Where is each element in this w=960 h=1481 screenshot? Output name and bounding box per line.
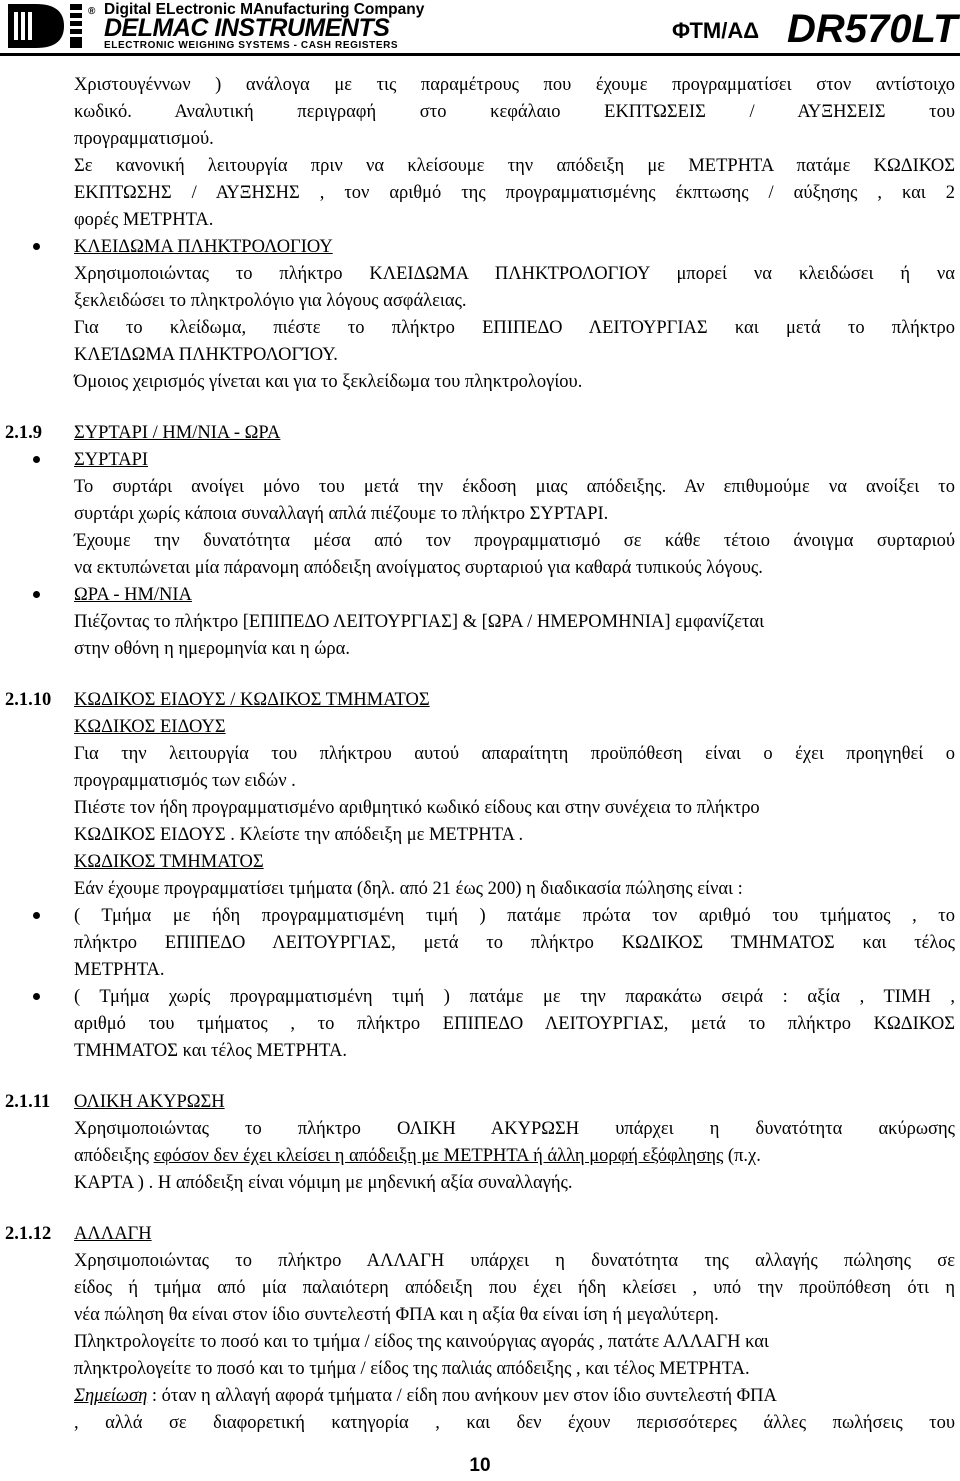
company-name: Digital ELectronic MAnufacturing Company xyxy=(104,1,425,18)
paragraph-line: , αλλά σε διαφορετική κατηγορία , και δεν έχουν περισσότερες άλλες πωλήσεις του xyxy=(74,1413,955,1433)
paragraph-line: νέα πώληση θα είναι στον ίδιο συντελεστή ΦΠΑ και η αξία θα είναι ίση ή μεγαλύτερη. xyxy=(74,1305,719,1325)
section-title: ΑΛΛΑΓΗ xyxy=(74,1224,152,1244)
paragraph-line: Εάν έχουμε προγραμματίσει τμήματα (δηλ. από 21 έως 200) η διαδικασία πώλησης είναι : xyxy=(74,879,743,899)
header-divider xyxy=(0,53,960,56)
time-date-title: ΩΡΑ - ΗΜ/ΝΙΑ xyxy=(74,585,192,605)
paragraph-line xyxy=(74,1383,777,1410)
paragraph-line: ξεκλειδώσει το πληκτρολόγιο για λόγους ασφάλειας. xyxy=(74,291,467,311)
dept-code-title: ΚΩΔΙΚΟΣ ΤΜΗΜΑΤΟΣ xyxy=(74,852,264,872)
note-text: : όταν η αλλαγή αφορά τμήματα / είδη που ανήκουν μεν στον ίδιο συντελεστή ΦΠΑ xyxy=(147,1386,777,1406)
paragraph-line: Για το κλείδωμα, πιέστε το πλήκτρο ΕΠΙΠΕΔΟ ΛΕΙΤΟΥΡΓΙΑΣ και μετά το πλήκτρο xyxy=(74,318,955,338)
section-number: 2.1.10 xyxy=(5,690,52,710)
bullet-icon xyxy=(33,912,40,919)
intro-line: Σε κανονική λειτουργία πριν να κλείσουμε την απόδειξη με ΜΕΤΡΗΤΑ πατάμε ΚΩΔΙΚΟΣ xyxy=(74,156,955,176)
paragraph-line: Πληκτρολογείτε το ποσό και το τμήμα / είδος της καινούργιας αγοράς , πατάτε ΑΛΛΑΓΗ και xyxy=(74,1332,769,1352)
paragraph-line: συρτάρι χωρίς κάποια συναλλαγή απλά πιέζουμε το πλήκτρο ΣΥΡΤΑΡΙ. xyxy=(74,504,609,524)
paragraph-line: ( Τμήμα χωρίς προγραμματισμένη τιμή ) πατάμε με την παρακάτω σειρά : αξία , ΤΙΜΗ , xyxy=(74,987,955,1007)
note-label: Σημείωση xyxy=(74,1386,148,1406)
page-number: 10 xyxy=(469,1455,491,1476)
paragraph-line: ΜΕΤΡΗΤΑ. xyxy=(74,960,165,980)
paragraph-line: Το συρτάρι ανοίγει μόνο του μετά την έκδοση μιας απόδειξης. Αν επιθυμούμε να ανοίξει το xyxy=(74,477,955,497)
brand-name: DELMAC INSTRUMENTS xyxy=(104,14,390,42)
delmac-logo xyxy=(6,0,100,52)
paragraph-line: Πιέζοντας το πλήκτρο [ΕΠΙΠΕΔΟ ΛΕΙΤΟΥΡΓΙΑΣ] & [ΩΡΑ / ΗΜΕΡΟΜΗΝΙΑ] εμφανίζεται xyxy=(74,612,765,632)
item-code-title: ΚΩΔΙΚΟΣ ΕΙΔΟΥΣ xyxy=(74,717,226,737)
section-number: 2.1.9 xyxy=(5,423,42,443)
paragraph-line: πλήκτρο ΕΠΙΠΕΔΟ ΛΕΙΤΟΥΡΓΙΑΣ, μετά το πλήκτρο ΚΩΔΙΚΟΣ ΤΜΗΜΑΤΟΣ και τέλος xyxy=(74,933,955,953)
text-span: (π.χ. xyxy=(723,1146,761,1166)
text-span: απόδειξης xyxy=(74,1146,154,1166)
underlined-condition: εφόσον δεν έχει κλείσει η απόδειξη με ΜΕΤΡΗΤΑ ή άλλη μορφή εξόφλησης xyxy=(153,1146,724,1166)
paragraph-line: στην οθόνη η ημερομηνία και η ώρα. xyxy=(74,639,350,659)
section-number: 2.1.11 xyxy=(5,1092,51,1112)
paragraph-line: ΤΜΗΜΑΤΟΣ και τέλος ΜΕΤΡΗΤΑ. xyxy=(74,1041,347,1061)
paragraph-line: ΚΛΕΊΔΩΜΑ ΠΛΗΚΤΡΟΛΟΓΊΟΥ. xyxy=(74,345,338,365)
page-header xyxy=(0,0,960,56)
paragraph-line: να εκτυπώνεται μία πάρανομη απόδειξη ανοίγματος συρταριού για καθαρά τυπικούς λόγους. xyxy=(74,558,763,578)
paragraph-line xyxy=(74,1143,761,1170)
paragraph-line: αριθμό του τμήματος , το πλήκτρο ΕΠΙΠΕΔΟ ΛΕΙΤΟΥΡΓΙΑΣ, μετά το πλήκτρο ΚΩΔΙΚΟΣ xyxy=(74,1014,955,1034)
paragraph-line: Για την λειτουργία του πλήκτρου αυτού απαραίτητη προϋπόθεση είναι ο έχει προηγηθεί ο xyxy=(74,744,955,764)
paragraph-line: Όμοιος χειρισμός γίνεται και για το ξεκλείδωμα του πληκτρολογίου. xyxy=(74,372,583,392)
keyboard-lock-title: ΚΛΕΙΔΩΜΑ ΠΛΗΚΤΡΟΛΟΓΙΟΥ xyxy=(74,237,333,257)
paragraph-line: είδος ή τμήμα από μία παλαιότερη απόδειξη που έχει ήδη κλείσει , υπό την προϋπόθεση ότι η xyxy=(74,1278,955,1298)
brand-tagline: ELECTRONIC WEIGHING SYSTEMS - CASH REGISTERS xyxy=(104,40,399,51)
intro-line: κωδικό. Αναλυτική περιγραφή στο κεφάλαιο ΕΚΠΤΩΣΕΙΣ / ΑΥΞΗΣΕΙΣ του xyxy=(74,102,955,122)
intro-line: ΕΚΠΤΩΣΗΣ / ΑΥΞΗΣΗΣ , τον αριθμό της προγραμματισμένης έκπτωσης / αύξησης , και 2 xyxy=(74,183,955,203)
section-title: ΚΩΔΙΚΟΣ ΕΙΔΟΥΣ / ΚΩΔΙΚΟΣ ΤΜΗΜΑΤΟΣ xyxy=(74,690,430,710)
section-number: 2.1.12 xyxy=(5,1224,52,1244)
paragraph-line: Χρησιμοποιώντας το πλήκτρο ΚΛΕΙΔΩΜΑ ΠΛΗΚΤΡΟΛΟΓΙΟΥ μπορεί να κλειδώσει ή να xyxy=(74,264,955,284)
section-title: ΣΥΡΤΑΡΙ / ΗΜ/ΝΙΑ - ΩΡΑ xyxy=(74,423,281,443)
paragraph-line: Έχουμε την δυνατότητα μέσα από τον προγραμματισμό σε κάθε τέτοιο άνοιγμα συρταριού xyxy=(74,531,955,551)
paragraph-line: Χρησιμοποιώντας το πλήκτρο ΟΛΙΚΗ ΑΚΥΡΩΣΗ υπάρχει η δυνατότητα ακύρωσης xyxy=(74,1119,955,1139)
section-title: ΟΛΙΚΗ ΑΚΥΡΩΣΗ xyxy=(74,1092,225,1112)
bullet-icon xyxy=(33,456,40,463)
bullet-icon xyxy=(33,993,40,1000)
paragraph-line: πληκτρολογείτε το ποσό και το τμήμα / είδος της παλιάς απόδειξης , και τέλος ΜΕΤΡΗΤΑ. xyxy=(74,1359,750,1379)
paragraph-line: προγραμματισμός των ειδών . xyxy=(74,771,296,791)
paragraph-line: ( Τμήμα με ήδη προγραμματισμένη τιμή ) πατάμε πρώτα τον αριθμό του τμήματος , το xyxy=(74,906,955,926)
bullet-icon xyxy=(33,243,40,250)
intro-line: φορές ΜΕΤΡΗΤΑ. xyxy=(74,210,214,230)
intro-line: προγραμματισμού. xyxy=(74,129,214,149)
model-name: DR570LT xyxy=(787,7,958,51)
paragraph-line: Πιέστε τον ήδη προγραμματισμένο αριθμητικό κωδικό είδους και στην συνέχεια το πλήκτρο xyxy=(74,798,760,818)
drawer-title: ΣΥΡΤΑΡΙ xyxy=(74,450,149,470)
bullet-icon xyxy=(33,591,40,598)
document-code: ΦΤΜ/ΑΔ xyxy=(672,18,760,43)
intro-line: Χριστουγέννων ) ανάλογα με τις παραμέτρους που έχουμε προγραμματίσει στον αντίστοιχο xyxy=(74,75,955,95)
svg-text:®: ® xyxy=(88,6,96,17)
paragraph-line: ΚΩΔΙΚΟΣ ΕΙΔΟΥΣ . Κλείστε την απόδειξη με ΜΕΤΡΗΤΑ . xyxy=(74,825,524,845)
paragraph-line: Χρησιμοποιώντας το πλήκτρο ΑΛΛΑΓΗ υπάρχει η δυνατότητα της αλλαγής πώλησης σε xyxy=(74,1251,955,1271)
paragraph-line: ΚΑΡΤΑ ) . Η απόδειξη είναι νόμιμη με μηδενική αξία συναλλαγής. xyxy=(74,1173,573,1193)
